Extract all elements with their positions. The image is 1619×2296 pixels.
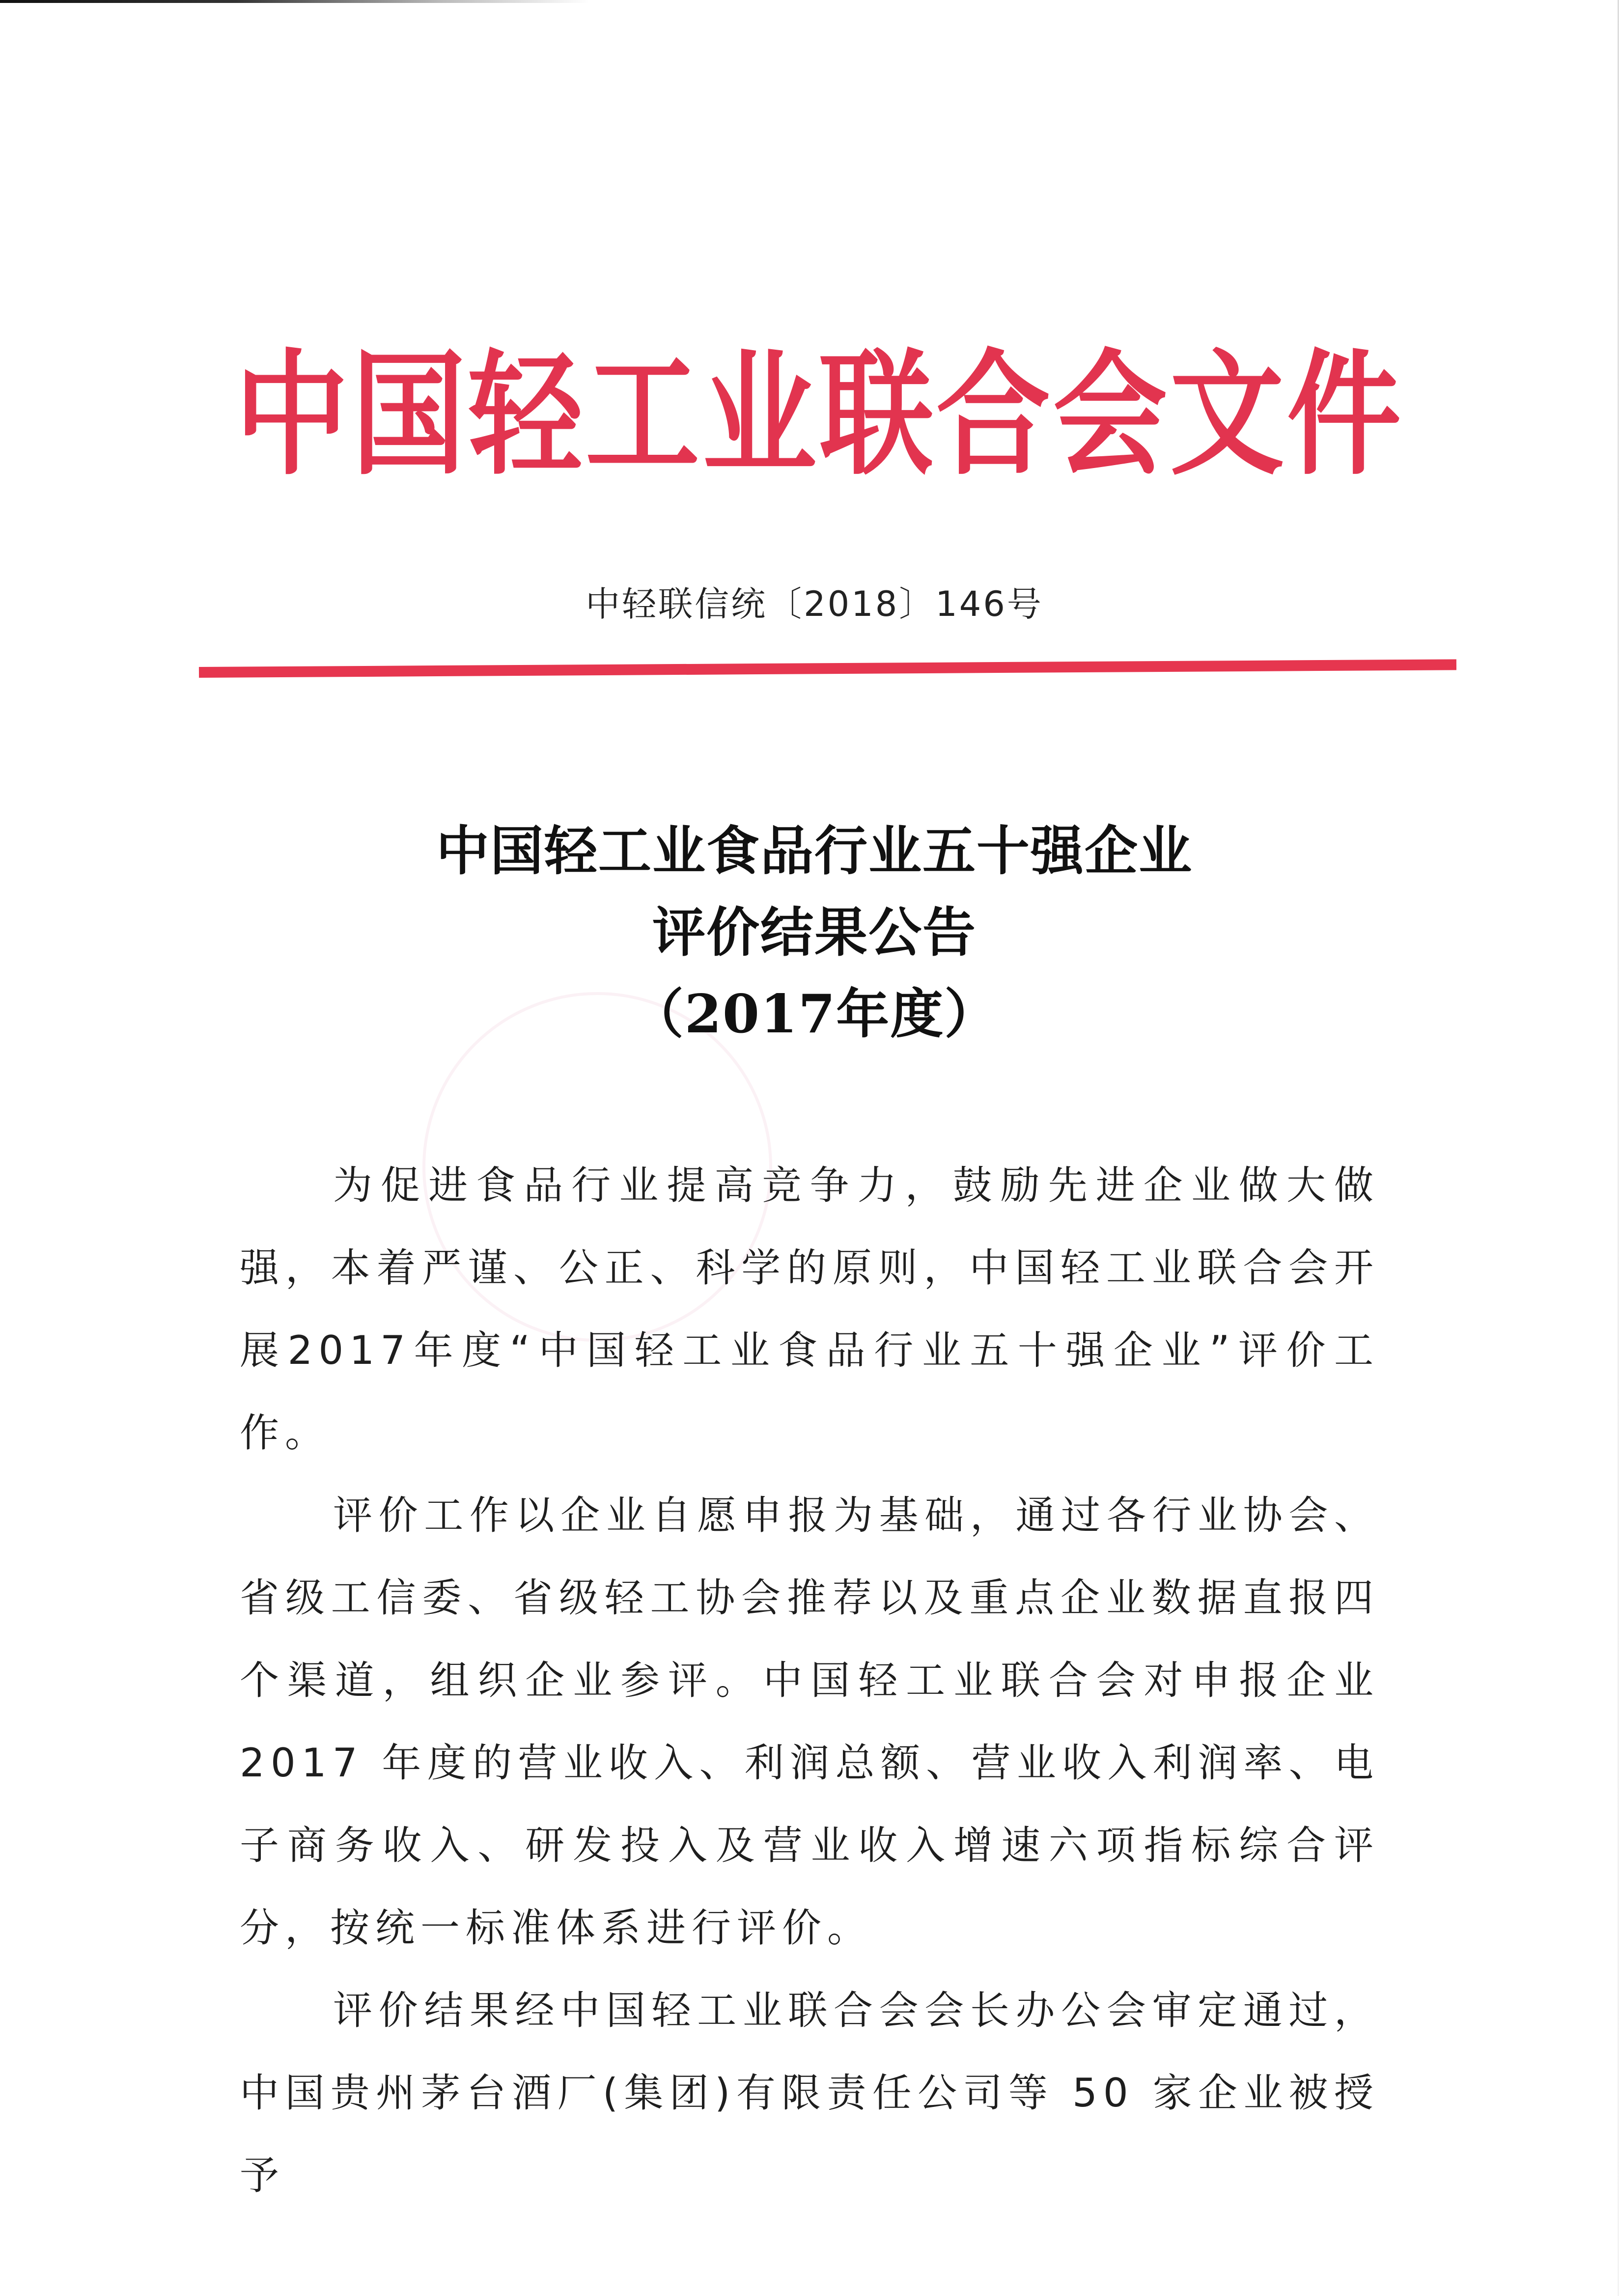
scan-edge-artifact (0, 0, 589, 3)
paragraph-purpose: 为促进食品行业提高竞争力，鼓励先进企业做大做强，本着严谨、公正、科学的原则，中国轻工业联合会开展2017年度“中国轻工业食品行业五十强企业”评价工作。 (240, 1162, 1379, 1456)
title-line-1: 中国轻工业食品行业五十强企业 (436, 820, 1193, 882)
document-body (240, 1144, 1379, 2217)
document-number: 中轻联信统〔2018〕146号 (586, 584, 1043, 624)
red-divider-rule (199, 659, 1456, 678)
document-masthead: 中国轻工业联合会文件 (234, 336, 1404, 494)
title-line-2: 评价结果公告 (652, 902, 977, 964)
title-line-3: （2017年度） (630, 983, 999, 1045)
paragraph-result: 评价结果经中国轻工业联合会会长办公会审定通过，中国贵州茅台酒厂(集团)有限责任公司等 50 家企业被授予 (240, 1988, 1379, 2198)
paragraph-method: 评价工作以企业自愿申报为基础，通过各行业协会、省级工信委、省级轻工协会推荐以及重点企业数据直报四个渠道，组织企业参评。中国轻工业联合会对申报企业 2017 年度的营业收入、利润总额、营业收入利润率、电子商务收入、研发投入及营业收入增速六项指标综合评分，按统一标准体系进行评价。 (240, 1493, 1379, 1951)
document-title (0, 810, 1619, 1055)
